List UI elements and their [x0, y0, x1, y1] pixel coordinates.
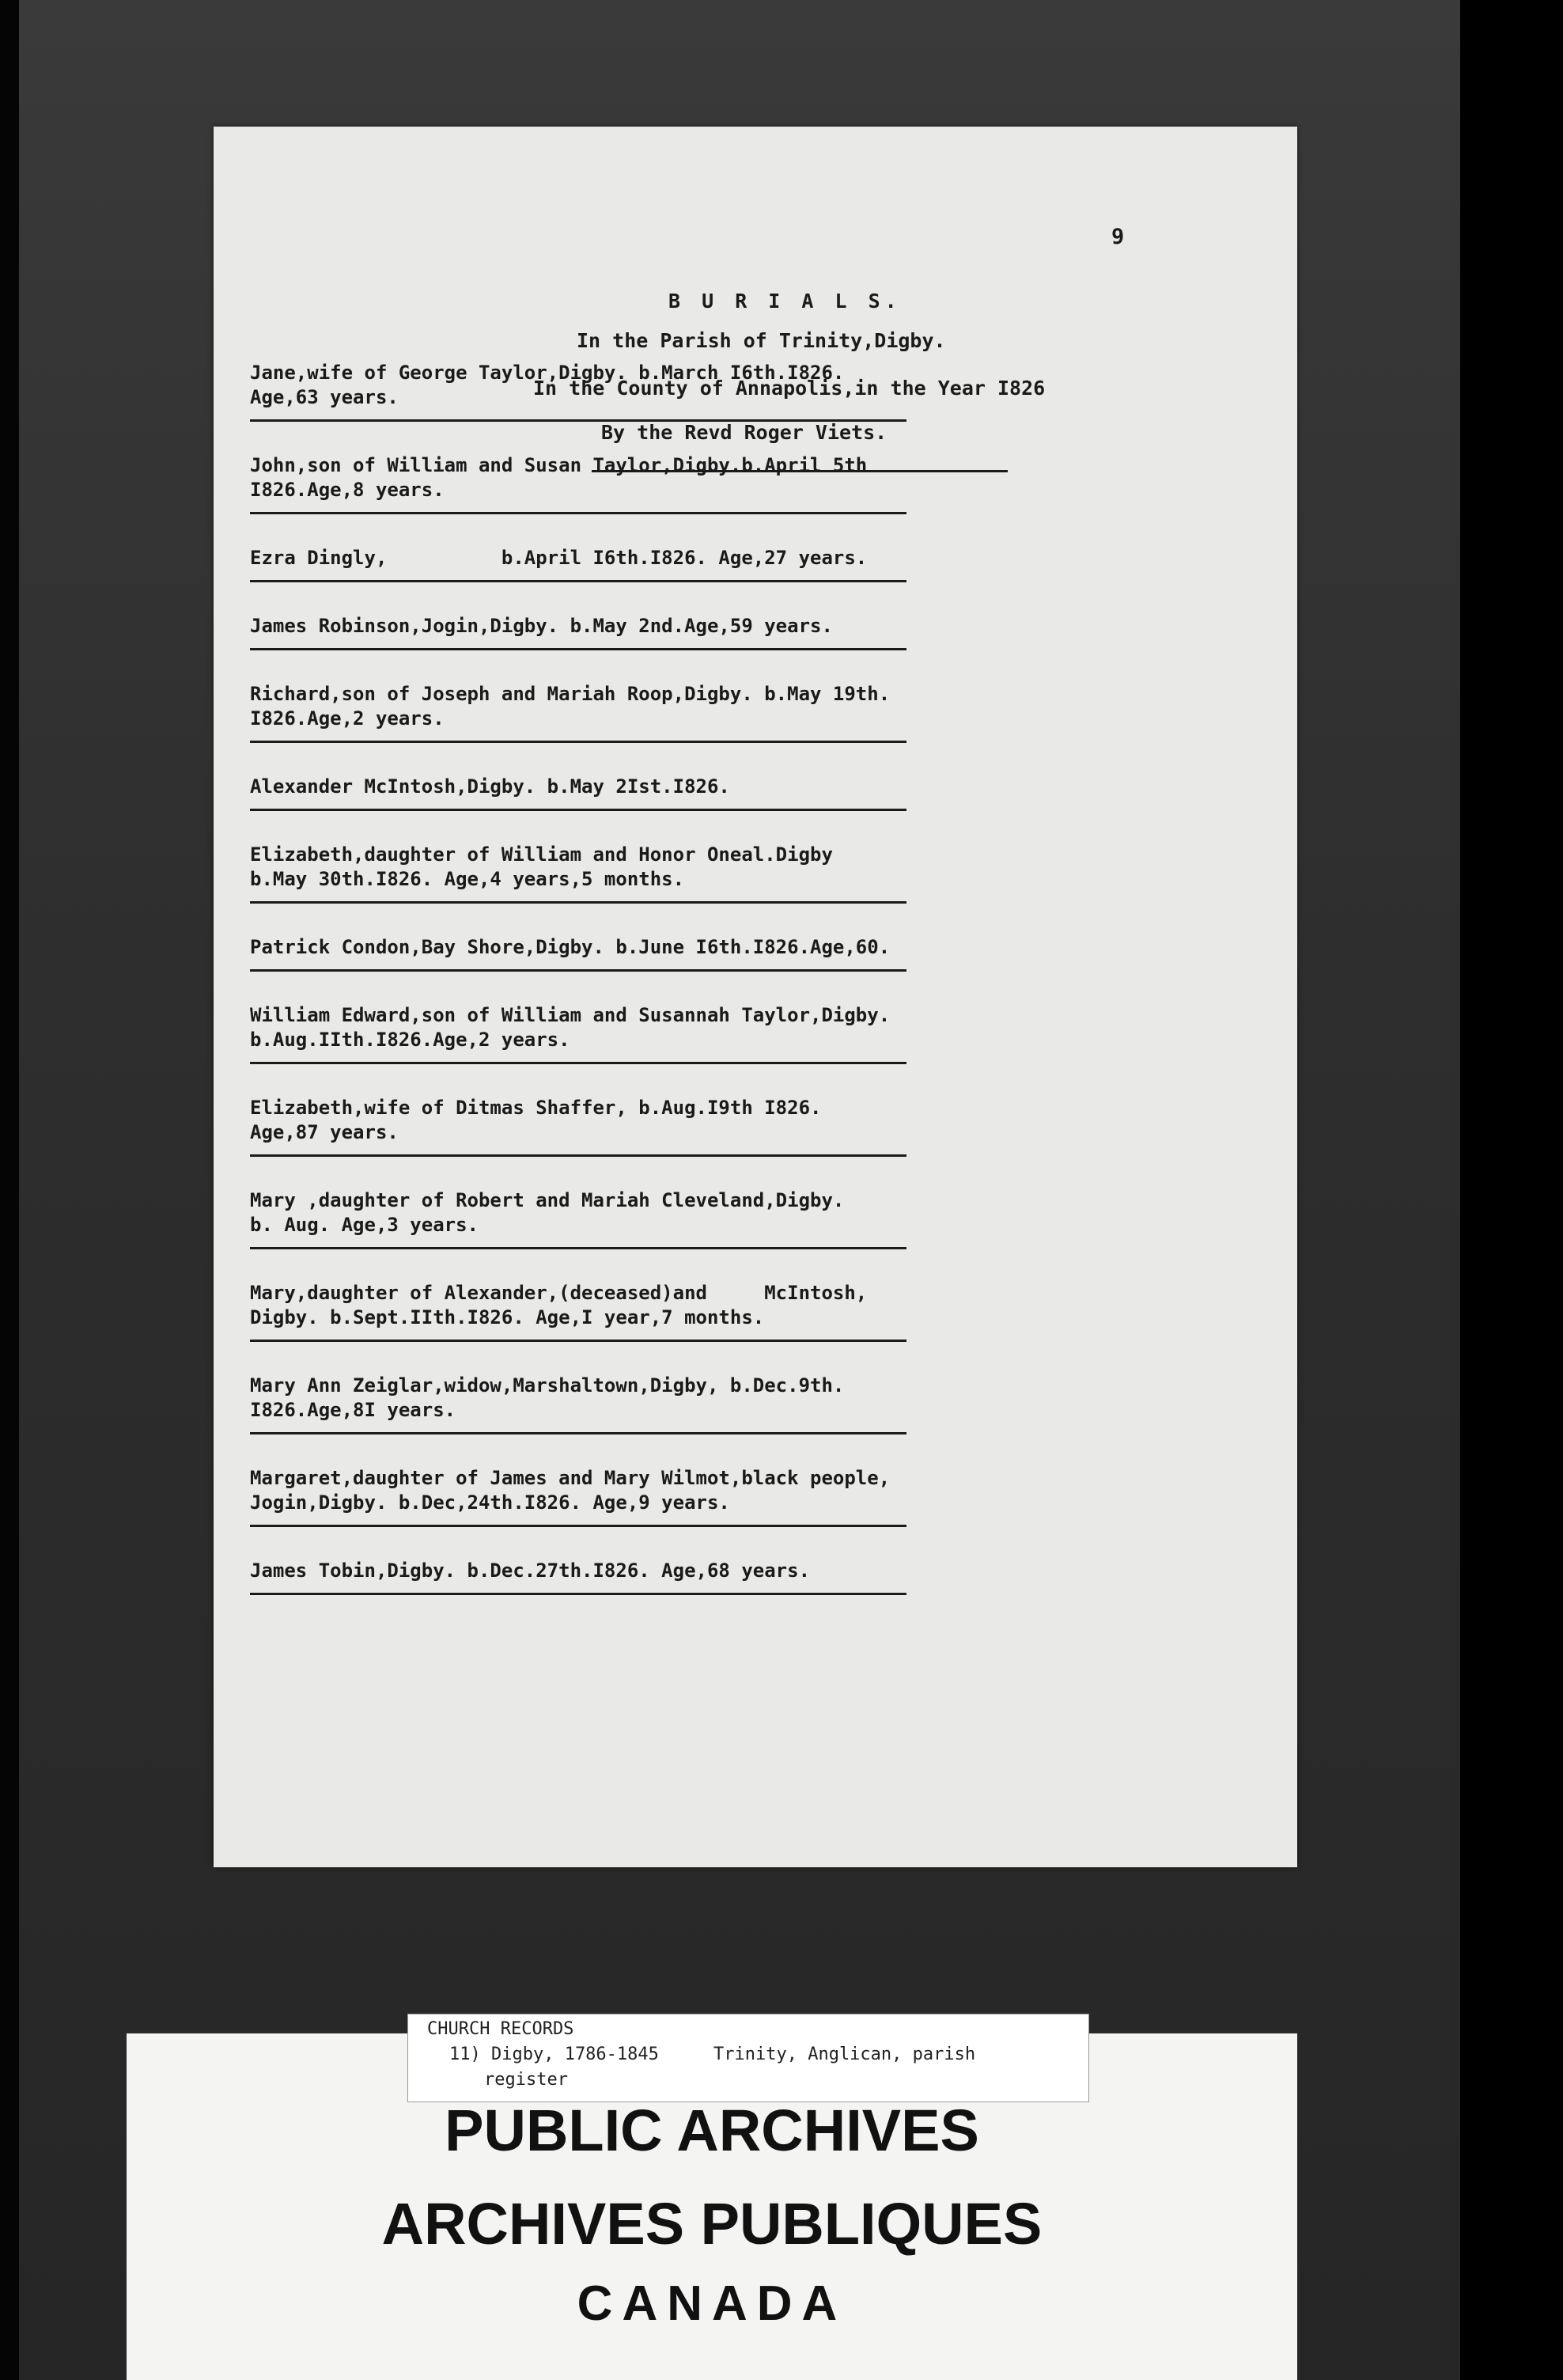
entry-divider	[250, 1525, 906, 1527]
burial-entry	[250, 1281, 1009, 1342]
archive-name-en: PUBLIC ARCHIVES	[445, 2098, 979, 2163]
entry-line: b.May 30th.I826. Age,4 years,5 months.	[250, 868, 685, 890]
entry-line: Jogin,Digby. b.Dec,24th.I826. Age,9 years.	[250, 1491, 730, 1514]
entry-divider	[250, 1432, 906, 1434]
film-edge-right	[1460, 0, 1563, 2380]
card-reference: 11) Digby, 1786-1845	[449, 2045, 659, 2064]
entry-line: Alexander McIntosh,Digby. b.May 2Ist.I826.	[250, 775, 730, 798]
entry-line: Age,87 years.	[250, 1121, 399, 1143]
entry-divider	[250, 648, 906, 650]
card-collection: CHURCH RECORDS	[427, 2019, 574, 2039]
entry-line: James Tobin,Digby. b.Dec.27th.I826. Age,68 years.	[250, 1560, 811, 1582]
entry-line: I826.Age,8I years.	[250, 1399, 456, 1421]
archive-name-fr: ARCHIVES PUBLIQUES	[381, 2191, 1043, 2257]
entry-divider	[250, 741, 906, 743]
entry-divider	[250, 512, 906, 514]
entry-line: Patrick Condon,Bay Shore,Digby. b.June I6th.I826.Age,60.	[250, 936, 891, 958]
card-description: Trinity, Anglican, parish	[713, 2045, 976, 2064]
entry-line: James Robinson,Jogin,Digby. b.May 2nd.Age,59 years.	[250, 615, 833, 637]
entry-line: Elizabeth,daughter of William and Honor Oneal.Digby	[250, 843, 833, 866]
burial-entry	[250, 453, 1009, 514]
burial-entry	[250, 935, 1009, 972]
film-edge-left	[0, 0, 19, 2380]
entry-divider	[250, 1340, 906, 1342]
burial-entry	[250, 682, 1009, 743]
parish-line: In the Parish of Trinity,Digby.	[577, 329, 946, 352]
entry-line: I826.Age,8 years.	[250, 479, 445, 501]
entry-line: b. Aug. Age,3 years.	[250, 1214, 479, 1236]
county-line: In the County of Annapolis,in the Year I826	[533, 377, 1046, 400]
burial-entry	[250, 1466, 1009, 1527]
entry-divider	[250, 901, 906, 904]
entry-divider	[250, 1062, 906, 1064]
entry-line: John,son of William and Susan Taylor,Digby.b.April 5th	[250, 454, 868, 476]
entry-line: Mary,daughter of Alexander,(deceased)and McIntosh,	[250, 1282, 868, 1304]
burial-entry	[250, 361, 1009, 422]
entry-line: Richard,son of Joseph and Mariah Roop,Digby. b.May 19th.	[250, 683, 891, 705]
entry-divider	[250, 1154, 906, 1157]
entry-divider	[250, 969, 906, 972]
collection-card	[407, 2014, 1089, 2102]
burial-entry	[250, 614, 1009, 650]
entry-line: William Edward,son of William and Susannah Taylor,Digby.	[250, 1004, 891, 1026]
burial-entry	[250, 546, 1009, 582]
page-number: 9	[1111, 225, 1125, 249]
entry-line: Mary Ann Zeiglar,widow,Marshaltown,Digby, b.Dec.9th.	[250, 1374, 845, 1397]
entry-line: Jane,wife of George Taylor,Digby. b.March I6th.I826.	[250, 362, 845, 384]
entry-line: Margaret,daughter of James and Mary Wilmot,black people,	[250, 1467, 891, 1489]
entry-line: Digby. b.Sept.IIth.I826. Age,I year,7 months.	[250, 1306, 765, 1328]
burial-entry	[250, 775, 1009, 811]
entry-divider	[250, 1247, 906, 1249]
burial-entry	[250, 1096, 1009, 1157]
entry-divider	[250, 580, 906, 582]
entry-line: I826.Age,2 years.	[250, 707, 445, 730]
entry-line: Age,63 years.	[250, 386, 399, 408]
entry-line: Elizabeth,wife of Ditmas Shaffer, b.Aug.I9th I826.	[250, 1097, 822, 1119]
card-type: register	[484, 2070, 568, 2090]
burial-entry	[250, 1188, 1009, 1249]
entry-divider	[250, 809, 906, 811]
entry-divider	[250, 1593, 906, 1595]
burial-entry	[250, 1374, 1009, 1434]
burial-entries-list	[250, 361, 1009, 1627]
burial-entry	[250, 1559, 1009, 1595]
page-title: B U R I A L S.	[668, 290, 902, 313]
archive-country: CANADA	[577, 2276, 847, 2331]
entry-line: Ezra Dingly, b.April I6th.I826. Age,27 years.	[250, 547, 868, 569]
entry-line: Mary ,daughter of Robert and Mariah Cleveland,Digby.	[250, 1189, 845, 1211]
burial-entry	[250, 843, 1009, 904]
clergy-line: By the Revd Roger Viets.	[601, 421, 887, 444]
entry-divider	[250, 419, 906, 422]
entry-line: b.Aug.IIth.I826.Age,2 years.	[250, 1029, 570, 1051]
burial-entry	[250, 1003, 1009, 1064]
